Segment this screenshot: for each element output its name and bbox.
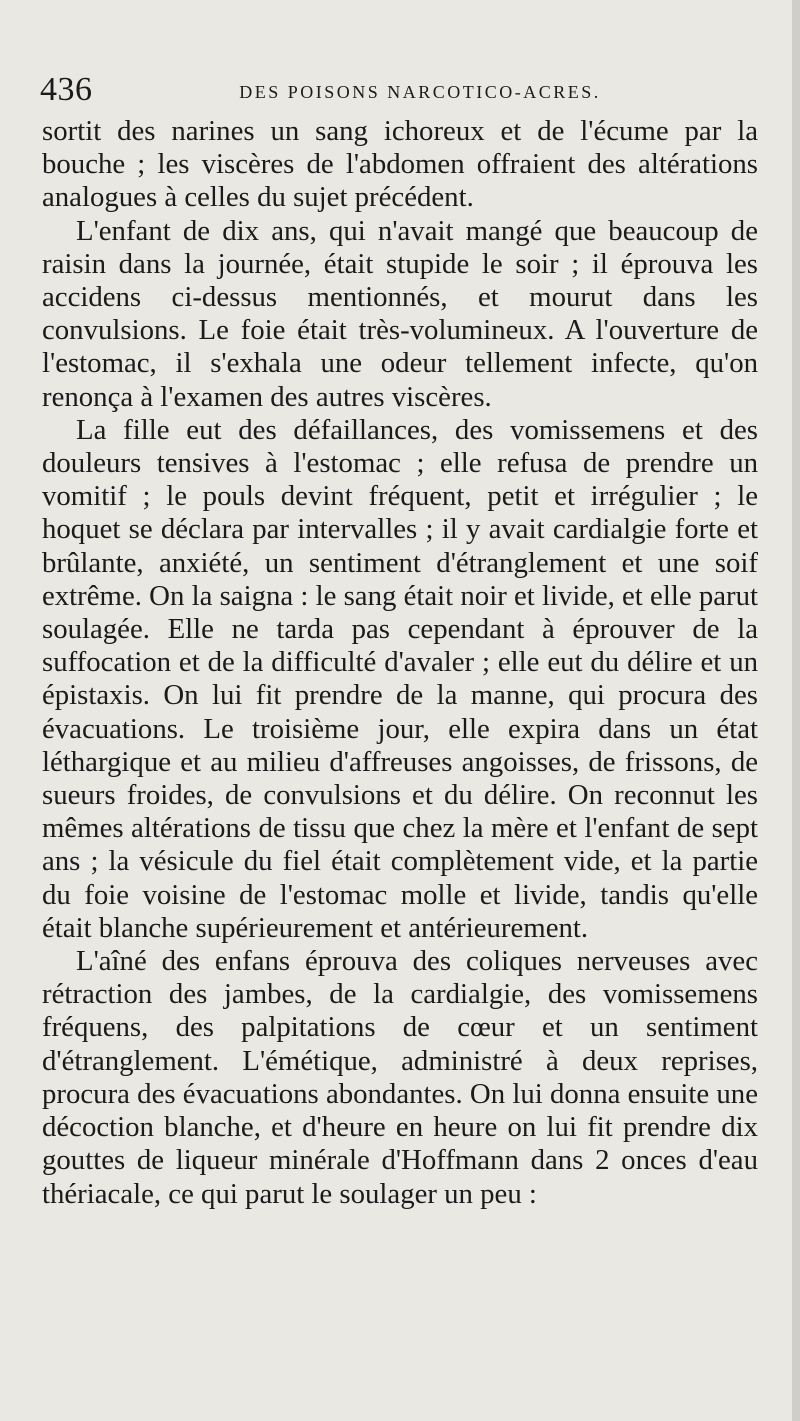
- page-header: [40, 70, 760, 110]
- page-number: 436: [40, 71, 93, 108]
- paragraph-child-ten: L'enfant de dix ans, qui n'avait mangé que beaucoup de raisin dans la journée, était stupide le soir ; il éprouva les accidens ci-dessus mentionnés, et mourut dans les convulsions. Le foie était très-volumineux. A l'ouverture de l'estomac, il s'exhala une odeur tellement infecte, qu'on renonça à l'examen des autres viscères.: [42, 214, 758, 413]
- running-title: DES POISONS NARCOTICO-ACRES.: [239, 82, 601, 102]
- paragraph-eldest: L'aîné des enfans éprouva des coliques nerveuses avec rétraction des jambes, de la cardialgie, des vomissemens fréquens, des palpitations de cœur et un sentiment d'étranglement. L'émétique, administré à deux reprises, procura des évacuations abondantes. On lui donna ensuite une décoction blanche, et d'heure en heure on lui fit prendre dix gouttes de liqueur minérale d'Hoffmann dans 2 onces d'eau thériacale, ce qui parut le soulager un peu :: [42, 945, 758, 1210]
- page-body: [42, 115, 758, 1211]
- paragraph-continued: sortit des narines un sang ichoreux et de l'écume par la bouche ; les viscères de l'abdomen offraient des altérations analogues à celles du sujet précédent.: [42, 115, 758, 214]
- paragraph-daughter: La fille eut des défaillances, des vomissemens et des douleurs tensives à l'estomac ; elle refusa de prendre un vomitif ; le pouls devint fréquent, petit et irrégulier ; le hoquet se déclara par intervalles ; il y avait cardialgie forte et brûlante, anxiété, un sentiment d'étranglement et une soif extrême. On la saigna : le sang était noir et livide, et elle parut soulagée. Elle ne tarda pas cependant à éprouver de la suffocation et de la difficulté d'avaler ; elle eut du délire et un épistaxis. On lui fit prendre de la manne, qui procura des évacuations. Le troisième jour, elle expira dans un état léthargique et au milieu d'affreuses angoisses, de frissons, de sueurs froides, de convulsions et du délire. On reconnut les mêmes altérations de tissu que chez la mère et l'enfant de sept ans ; la vésicule du fiel était complètement vide, et la partie du foie voisine de l'estomac molle et livide, tandis qu'elle était blanche supérieurement et antérieurement.: [42, 413, 758, 944]
- page-edge-shadow: [792, 0, 800, 1421]
